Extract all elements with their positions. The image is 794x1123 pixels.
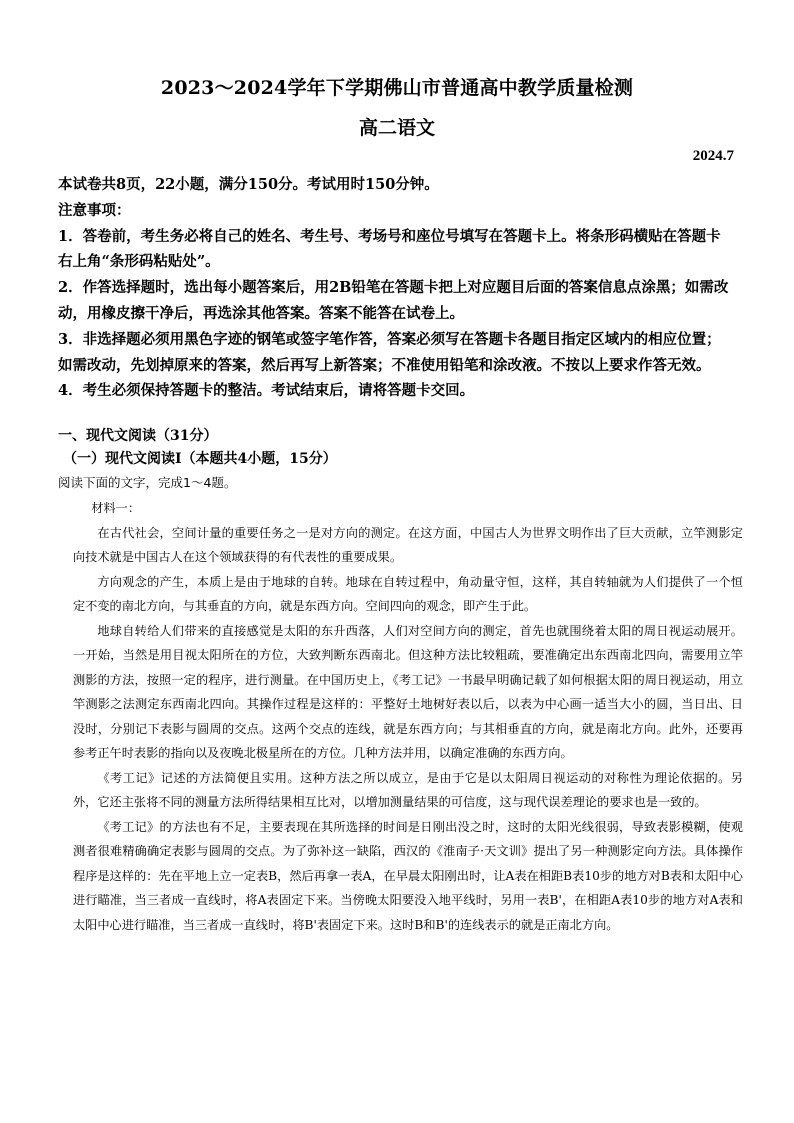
material-paragraph-1: 在古代社会，空间计量的重要任务之一是对方向的测定。在这方面，中国古人为世界文明作出了巨大贡献，立竿测影定向技术就是中国古人在这个领域获得的有代表性的重要成果。 (73, 525, 743, 564)
note-item-3: 3．非选择题必须用黑色字迹的钢笔或签字笔作答，答案必须写在答题卡各题目指定区域内的相应位置；如需改动，先划掉原来的答案，然后再写上新答案；不准使用铅笔和涂改液。不按以上要求作答无效。 (58, 330, 721, 374)
material-paragraph-4: 《考工记》记述的方法简便且实用。这种方法之所以成立，是由于它是以太阳周日视运动的对称性为理论依据的。另外，它还主张将不同的测量方法所得结果相互比对，以增加测量结果的可信度，这与现代误差理论的要求也是一致的。 (73, 770, 743, 809)
notes-label: 注意事项： (58, 201, 131, 219)
material-paragraph-5: 《考工记》的方法也有不足，主要表现在其所选择的时间是日刚出没之时，这时的太阳光线很弱，导致表影模糊，使观测者很难精确确定表影与圆周的交点。为了弥补这一缺陷，西汉的《淮南子·天文训》提出了另一种测影定向方法。具体操作程序是这样的：先在平地上立一定表B，然后再拿一表A，在早晨太阳刚出时，让A表在相距B表10步的地方对B表和太阳中心进行瞄准，当三者成一直线时，将A表固定下来。当傍晚太阳要没入地平线时，另用一表B'，在相距A表10步的地方对A表和太阳中心进行瞄准，当三者成一直线时，将B'表固定下来。这时B和B'的连线表示的就是正南北方向。 (73, 819, 743, 932)
exam-subject: 高二语文 (358, 117, 435, 139)
note-item-1: 1．答卷前，考生务必将自己的姓名、考生号、考场号和座位号填写在答题卡上。将条形码横贴在答题卡右上角“条形码粘贴处”。 (58, 227, 721, 271)
note-item-4: 4．考生必须保持答题卡的整洁。考试结束后，请将答题卡交回。 (58, 382, 475, 400)
reading-instruction: 阅读下面的文字，完成1～4题。 (58, 475, 237, 490)
exam-date: 2024.7 (692, 148, 734, 164)
exam-title: 2023～2024学年下学期佛山市普通高中教学质量检测 (160, 77, 634, 99)
material-label: 材料一： (91, 501, 141, 515)
subsection-heading: （一）现代文阅读Ⅰ（本题共4小题，15分） (63, 451, 337, 467)
exam-summary: 本试卷共8页，22小题，满分150分。考试用时150分钟。 (58, 176, 439, 193)
exam-notes (58, 172, 730, 404)
material-paragraph-3: 地球自转给人们带来的直接感觉是太阳的东升西落，人们对空间方向的测定，首先也就围绕着太阳的周日视运动展开。一开始，当然是用目视太阳所在的方位，大致判断东西南北。但这种方法比较粗疏，要准确定出东西南北四向，需要用立竿测影的方法，按照一定的程序，进行测量。在中国历史上，《考工记》一书最早明确记载了如何根据太阳的周日视运动，用立竿测影之法测定东西南北四向。其操作过程是这样的：平整好土地树好表以后，以表为中心画一适当大小的圆，当日出、日没时，分别记下表影与圆周的交点。这两个交点的连线，就是东西方向；与其相垂直的方向，就是南北方向。此外，还要再参考正午时表影的指向以及夜晚北极星所在的方位。几种方法并用，以确定准确的东西方向。 (73, 623, 743, 760)
material-paragraph-2: 方向观念的产生，本质上是由于地球的自转。地球在自转过程中，角动量守恒，这样，其自转轴就为人们提供了一个恒定不变的南北方向，与其垂直的方向，就是东西方向。空间四向的观念，即产生于此。 (73, 574, 743, 613)
section-heading: 一、现代文阅读（31分） (58, 428, 218, 444)
reading-material (73, 496, 743, 937)
note-item-2: 2．作答选择题时，选出每小题答案后，用2B铅笔在答题卡把上对应题目后面的答案信息点涂黑；如需改动，用橡皮擦干净后，再选涂其他答案。答案不能答在试卷上。 (58, 279, 729, 322)
